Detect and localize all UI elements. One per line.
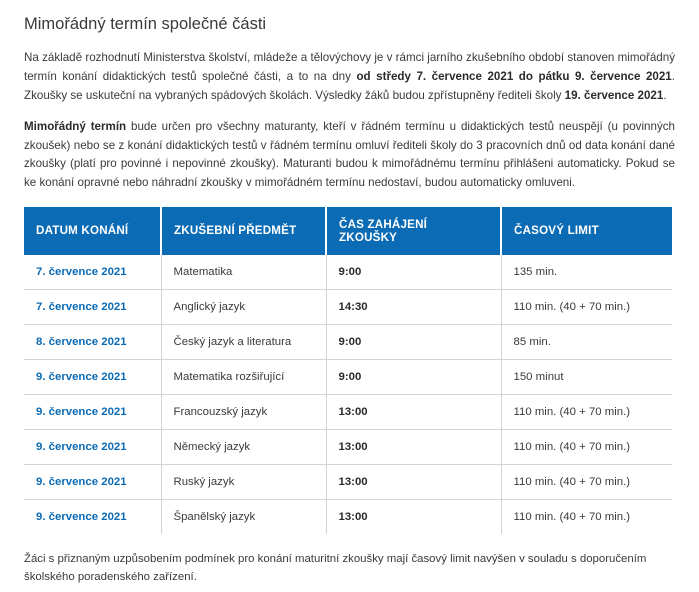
text-run: 19. července 2021 [564, 89, 664, 102]
table-row [24, 255, 672, 290]
cell-subject: Německý jazyk [161, 429, 326, 464]
text-run: Na základě rozhodnutí Ministerstva školství, mládeže a tělovýchovy je v rámci jarního zkušebního období stanoven mimořádný termín konání didaktických testů společné části, a to na dny [24, 51, 675, 84]
text-run: Mimořádný termín [24, 119, 127, 133]
table-row [24, 429, 672, 464]
cell-date: 9. července 2021 [24, 394, 161, 429]
column-header-subject: ZKUŠEBNÍ PŘEDMĚT [161, 207, 326, 255]
cell-date: 7. července 2021 [24, 289, 161, 324]
table-header [24, 207, 672, 255]
table-row [24, 394, 672, 429]
table-row [24, 499, 672, 534]
column-header-start-time: ČAS ZAHÁJENÍ ZKOUŠKY [326, 207, 501, 255]
cell-time-limit: 110 min. (40 + 70 min.) [501, 394, 672, 429]
cell-subject: Matematika rozšiřující [161, 359, 326, 394]
cell-start-time: 13:00 [326, 429, 501, 464]
paragraph-detail [24, 118, 675, 193]
column-header-date: DATUM KONÁNÍ [24, 207, 161, 255]
cell-start-time: 9:00 [326, 359, 501, 394]
column-header-time-limit: ČASOVÝ LIMIT [501, 207, 672, 255]
cell-time-limit: 150 minut [501, 359, 672, 394]
cell-start-time: 9:00 [326, 255, 501, 290]
cell-start-time: 13:00 [326, 499, 501, 534]
cell-time-limit: 135 min. [501, 255, 672, 290]
cell-date: 9. července 2021 [24, 429, 161, 464]
cell-start-time: 9:00 [326, 324, 501, 359]
cell-time-limit: 110 min. (40 + 70 min.) [501, 464, 672, 499]
cell-start-time: 13:00 [326, 464, 501, 499]
cell-subject: Matematika [161, 255, 326, 290]
cell-start-time: 13:00 [326, 394, 501, 429]
cell-date: 9. července 2021 [24, 499, 161, 534]
exam-schedule-table [24, 207, 672, 534]
cell-time-limit: 85 min. [501, 324, 672, 359]
table-row [24, 464, 672, 499]
cell-subject: Český jazyk a literatura [161, 324, 326, 359]
text-run: . Zkoušky se uskuteční na vybraných spádových školách. Výsledky žáků budou zpřístupněny řediteli školy [24, 70, 675, 102]
table-row [24, 289, 672, 324]
footnote-text: Žáci s přiznaným uzpůsobením podmínek pro konání maturitní zkoušky mají časový limit navýšen v souladu s doporučením školského poradenského zařízení. [24, 552, 647, 584]
text-run: . [663, 89, 667, 102]
cell-time-limit: 110 min. (40 + 70 min.) [501, 429, 672, 464]
text-run: bude určen pro všechny maturanty, kteří v řádném termínu u didaktických testů neuspějí (u povinných zkoušek) nebo se z konání didaktických testů v řádném termínu omluví řediteli školy do 3 pracovních dnů od data konání dané zkoušky (platí pro povinné i nepovinné zkoušky). Maturanti budou k mimořádnému termínu přihlášeni automaticky. Pokud se ke konání opravné nebo náhradní zkoušky v mimořádném termínu nedostaví, budou automaticky omluveni. [24, 119, 675, 190]
table-header-row [24, 207, 672, 255]
cell-subject: Anglický jazyk [161, 289, 326, 324]
cell-subject: Ruský jazyk [161, 464, 326, 499]
cell-date: 9. července 2021 [24, 464, 161, 499]
cell-date: 8. července 2021 [24, 324, 161, 359]
paragraph-intro [24, 49, 675, 105]
cell-time-limit: 110 min. (40 + 70 min.) [501, 289, 672, 324]
text-run: od středy 7. července 2021 do pátku 9. července 2021 [356, 70, 672, 84]
cell-date: 7. července 2021 [24, 255, 161, 290]
table-row [24, 359, 672, 394]
cell-start-time: 14:30 [326, 289, 501, 324]
cell-subject: Francouzský jazyk [161, 394, 326, 429]
cell-time-limit: 110 min. (40 + 70 min.) [501, 499, 672, 534]
page-title: Mimořádný termín společné části [24, 15, 267, 33]
table-row [24, 324, 672, 359]
cell-date: 9. července 2021 [24, 359, 161, 394]
cell-subject: Španělský jazyk [161, 499, 326, 534]
table-body [24, 255, 672, 534]
